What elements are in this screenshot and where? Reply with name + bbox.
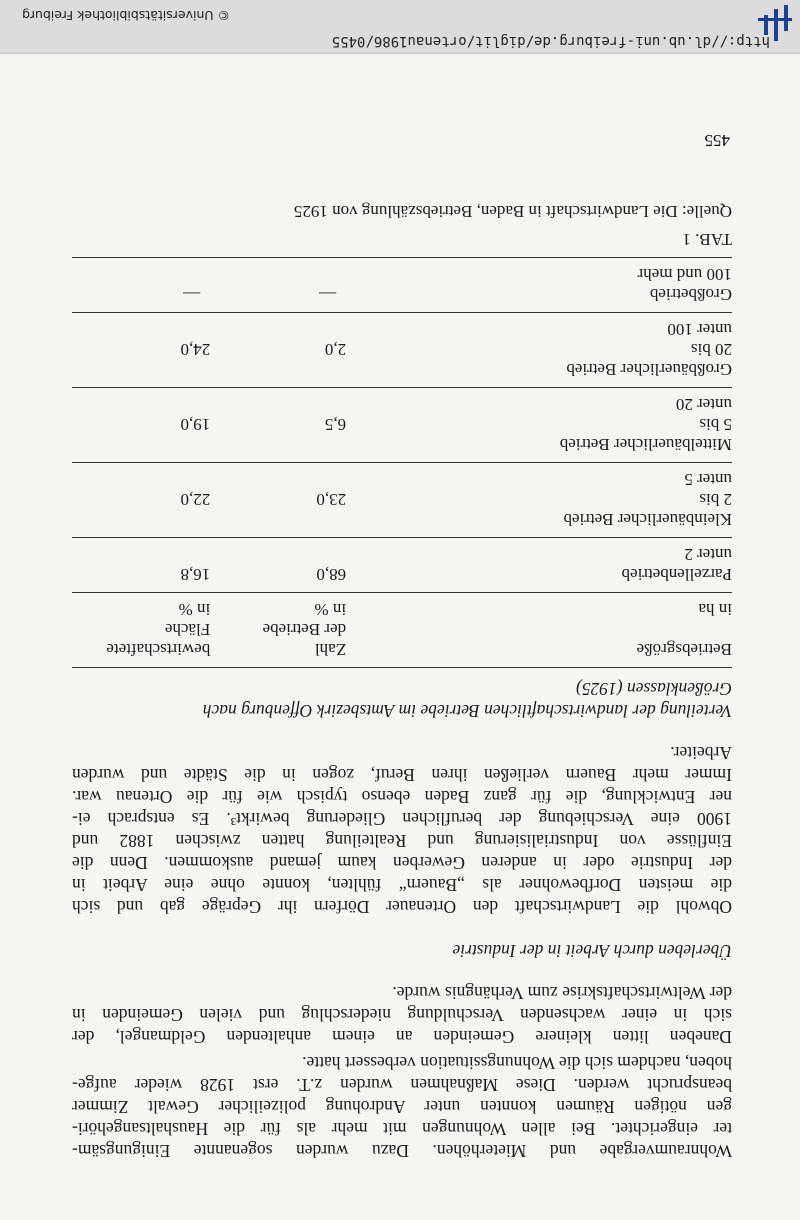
- header-flaeche: [72, 593, 210, 668]
- row-flaeche: 22,0: [180, 490, 211, 509]
- table-rule: [72, 462, 732, 463]
- row-label-line: unter 2: [684, 545, 732, 564]
- header-betriebsgroesse: [346, 593, 732, 668]
- row-label-line: Großbäuerlicher Betrieb: [566, 360, 732, 379]
- viewer-footer: [0, 0, 800, 54]
- header-line: Fläche: [164, 620, 211, 639]
- table-title-line: Größenklassen (1925): [575, 679, 732, 699]
- row-zahl: 68,0: [316, 565, 347, 584]
- table-header-row: [72, 593, 732, 668]
- table-rule: [72, 537, 732, 538]
- table-title-line: Verteilung der landwirtschaftlichen Betriebe im Amtsbezirk Offenburg nach: [202, 701, 732, 721]
- row-label-line: 20 bis: [690, 340, 732, 359]
- row-label-line: 5 bis: [699, 415, 732, 434]
- text-line: hoben, nachdem sich die Wohnungssituation verbessert hatte.: [302, 1053, 732, 1073]
- table-label: TAB. 1: [682, 230, 732, 249]
- table-title: [72, 678, 732, 722]
- table-row: [72, 388, 732, 463]
- row-flaeche: 16,8: [180, 565, 211, 584]
- text-line: sich in einer wachsenden Verschuldung niederschlug und vielen Gemeinden in: [72, 1005, 732, 1025]
- scanned-page: [0, 54, 800, 1220]
- header-line: in %: [178, 600, 211, 619]
- row-zahl: 2,0: [324, 340, 347, 359]
- text-line: ner Entwicklung, die für ganz Baden ebenso typisch wie für die Ortenau war.: [72, 787, 732, 807]
- row-flaeche: 24,0: [180, 340, 211, 359]
- paragraph-2: [72, 982, 732, 1048]
- paragraph-3: [72, 742, 732, 918]
- row-label: [346, 463, 732, 538]
- table-rule: [72, 592, 732, 593]
- text-line: beansprucht werden. Diese Maßnahmen wurden z.T. erst 1928 wieder aufge-: [72, 1075, 732, 1095]
- copyright-notice: © Universitätsbibliothek Freiburg: [22, 8, 230, 23]
- row-zahl: 23,0: [316, 490, 347, 509]
- text-line: Obwohl die Landwirtschaft den Ortenauer Dörfern ihr Gepräge gab und sich: [72, 897, 732, 917]
- row-label-line: Kleinbäuerlicher Betrieb: [563, 510, 732, 529]
- table-row: [72, 463, 732, 538]
- text-line: Einflüsse von Industrialisierung und Realteilung hatten zwischen 1882 und: [72, 831, 732, 851]
- row-label-line: Mittelbäuerlicher Betrieb: [559, 435, 732, 454]
- row-label: [346, 313, 732, 388]
- text-column: [72, 201, 732, 1162]
- header-line: der Betriebe: [262, 620, 347, 639]
- row-label-line: Parzellenbetrieb: [621, 565, 732, 584]
- row-label-line: unter 20: [675, 395, 732, 414]
- row-flaeche: 19,0: [180, 415, 211, 434]
- text-line: ter eingerichtet. Bei allen Wohnungen mit mehr als für die Haushaltsangehöri-: [72, 1119, 732, 1139]
- paragraph-1: [72, 1052, 732, 1162]
- table-rule: [72, 257, 732, 258]
- page-number: 455: [704, 131, 730, 150]
- header-line: bewirtschaftete: [106, 640, 211, 659]
- table-row: [72, 538, 732, 593]
- text-line: die meisten Dorfbewohner als „Bauern“ fühlten, konnte ohne eine Arbeit in: [72, 875, 732, 895]
- text-line: Daneben litten kleinere Gemeinden an einem anhaltenden Geldmangel, der: [72, 1027, 732, 1047]
- section-heading: Überleben durch Arbeit in der Industrie: [452, 941, 732, 961]
- table-row: [72, 258, 732, 313]
- row-label-line: unter 5: [684, 470, 732, 489]
- row-label-line: unter 100: [667, 320, 732, 339]
- row-label: [346, 388, 732, 463]
- row-label-line: 100 und mehr: [637, 265, 732, 284]
- row-flaeche: —: [183, 285, 201, 304]
- table-rule: [72, 312, 732, 313]
- row-zahl: 6,5: [324, 415, 347, 434]
- document-url[interactable]: http://dl.ub.uni-freiburg.de/diglit/ortenau1986/0455: [331, 33, 770, 49]
- header-zahl: [210, 593, 346, 668]
- table-rule: [72, 387, 732, 388]
- text-line: der Industrie oder in anderen Gewerben kaum jemand auskommen. Denn die: [72, 853, 732, 873]
- text-line: Immer mehr Bauern verließen ihren Beruf, zogen in die Städte und wurden: [72, 765, 732, 785]
- text-line: 1900 eine Verschiebung der beruflichen Gliederung bewirkt³. Es entsprach ei-: [72, 809, 732, 829]
- text-line: Arbeiter.: [670, 743, 732, 763]
- header-line: in %: [314, 600, 347, 619]
- text-line: gen nötigen Räumen konnten unter Androhung polizeilicher Gewalt Zimmer: [72, 1097, 732, 1117]
- table-rule: [72, 667, 732, 668]
- row-label: [346, 258, 732, 313]
- row-label-line: Großbetrieb: [649, 285, 732, 304]
- row-label: [346, 538, 732, 593]
- row-label-line: 2 bis: [699, 490, 732, 509]
- header-line: Zahl: [314, 640, 347, 659]
- header-line: Betriebsgröße: [636, 640, 732, 659]
- text-line: der Weltwirtschaftskrise zum Verhängnis wurde.: [392, 983, 732, 1003]
- table-source: Quelle: Die Landwirtschaft in Baden, Betriebszählung von 1925: [293, 202, 732, 221]
- table-row: [72, 313, 732, 388]
- header-line: in ha: [698, 600, 732, 619]
- data-table: [72, 257, 732, 668]
- text-line: Wohnraumvergabe und Mieterhöhen. Dazu wurden sogenannte Einigungsäm-: [72, 1141, 732, 1161]
- row-zahl: —: [319, 285, 337, 304]
